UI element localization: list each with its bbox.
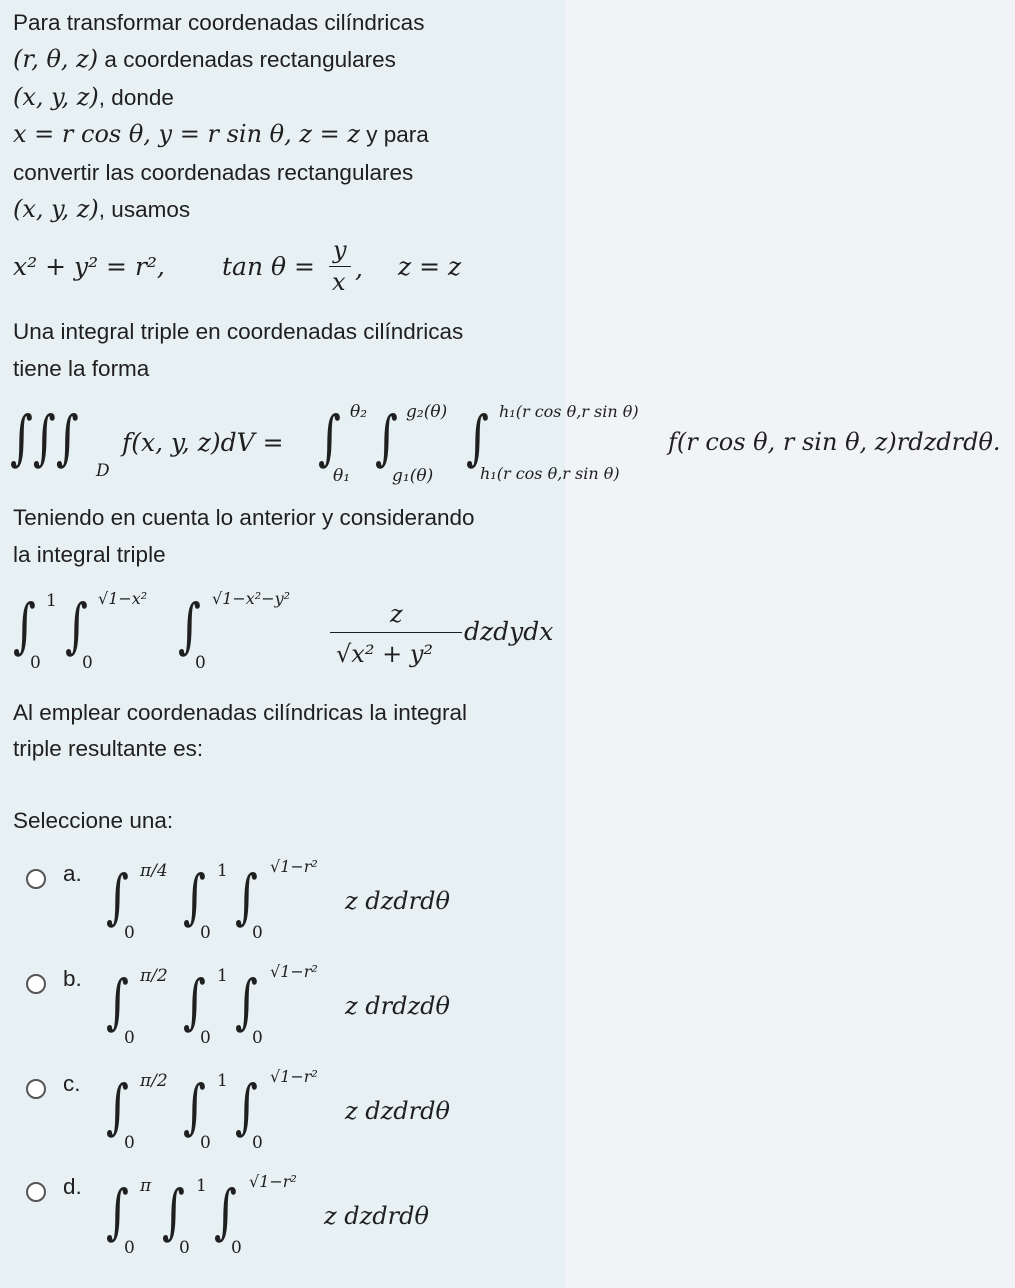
triple-intro-line-2: tiene la forma [13, 356, 150, 381]
option-b-radio[interactable] [26, 974, 46, 994]
intro-line-3 [13, 79, 174, 116]
intro-line-3-text: , donde [98, 85, 174, 110]
integral-sign-h: ∫ [466, 404, 489, 473]
given-inner-upper: √1−x²−y² [212, 589, 291, 608]
triple-intro-line-1: Una integral triple en coordenadas cilíndricas [13, 319, 464, 344]
formula-tan-fraction-bar [329, 266, 351, 267]
option-a-mid-upper: 1 [217, 861, 228, 881]
g-upper: g₂(θ) [406, 402, 448, 422]
option-c-radio[interactable] [26, 1079, 46, 1099]
intro-line-2 [13, 41, 396, 78]
option-c-integral-outer: ∫ [106, 1073, 129, 1142]
intro-line-5: convertir las coordenadas rectangulares [13, 160, 414, 185]
option-c-outer-lower: 0 [124, 1133, 135, 1153]
intro-line-6-text: , usamos [98, 197, 191, 222]
option-d-mid-lower: 0 [179, 1238, 190, 1258]
given-integral-sign-outer: ∫ [13, 592, 36, 661]
general-lhs-integrand: f(x, y, z)dV = [122, 428, 284, 457]
option-c-integral-inner: ∫ [235, 1073, 258, 1142]
option-d-outer-lower: 0 [124, 1238, 135, 1258]
option-b-inner-upper: √1−r² [270, 962, 318, 981]
g-lower: g₁(θ) [392, 466, 434, 486]
given-inner-lower: 0 [195, 653, 206, 673]
integral-sign-g: ∫ [375, 404, 398, 473]
option-d-letter: d. [63, 1174, 82, 1199]
formula-tan-comma: , [355, 254, 363, 283]
option-a-mid-lower: 0 [200, 923, 211, 943]
formula-tan-numerator: y [333, 236, 347, 264]
option-d-inner-upper: √1−r² [249, 1172, 297, 1191]
intro-line-4 [13, 116, 429, 153]
option-b-mid-upper: 1 [217, 966, 228, 986]
intro-line-4-text: y para [360, 122, 429, 147]
given-integral-sign-mid: ∫ [65, 592, 88, 661]
select-label: Seleccione una: [13, 808, 174, 833]
option-a-inner-lower: 0 [252, 923, 263, 943]
theta-lower: θ₁ [333, 466, 351, 486]
formula-tan-denominator: x [332, 268, 346, 296]
given-integral-sign-inner: ∫ [178, 592, 201, 661]
considering-line-1: Teniendo en cuenta lo anterior y considerando [13, 505, 475, 530]
option-a-outer-lower: 0 [124, 923, 135, 943]
option-d-mid-upper: 1 [196, 1176, 207, 1196]
option-d[interactable] [0, 1170, 565, 1270]
theta-upper: θ₂ [350, 402, 368, 422]
formula-r-squared: x² + y² = r², [13, 252, 165, 281]
given-numerator: z [390, 600, 403, 628]
intro-line-2-text: a coordenadas rectangulares [98, 47, 396, 72]
given-denominator: √x² + y² [336, 640, 433, 668]
option-a-integral-inner: ∫ [235, 863, 258, 932]
option-b-integrand: z drdzdθ [345, 992, 450, 1020]
option-c-integral-mid: ∫ [183, 1073, 206, 1142]
option-c-inner-lower: 0 [252, 1133, 263, 1153]
option-d-inner-lower: 0 [231, 1238, 242, 1258]
cyl-coords-math: (r, θ, z) [13, 45, 99, 73]
formula-z: z = z [398, 252, 462, 281]
given-differentials: dzdydx [464, 617, 554, 646]
h-upper: h₁(r cos θ,r sin θ) [499, 402, 639, 421]
option-b-letter: b. [63, 966, 82, 991]
option-b-integral-mid: ∫ [183, 968, 206, 1037]
option-b-inner-lower: 0 [252, 1028, 263, 1048]
option-c-mid-upper: 1 [217, 1071, 228, 1091]
formula-tan-left: tan θ = [222, 252, 315, 281]
considering-line-2: la integral triple [13, 542, 166, 567]
general-integrand: f(r cos θ, r sin θ, z)rdzdrdθ. [668, 428, 1001, 456]
intro-line-6 [13, 191, 190, 228]
option-d-integral-outer: ∫ [106, 1178, 129, 1247]
rect-coords-math: (x, y, z) [13, 83, 99, 111]
h-lower: h₁(r cos θ,r sin θ) [480, 464, 620, 483]
rect-coords-math-2: (x, y, z) [13, 195, 99, 223]
option-a-integrand: z dzdrdθ [345, 887, 450, 915]
option-c-integrand: z dzdrdθ [345, 1097, 450, 1125]
given-outer-lower: 0 [30, 653, 41, 673]
option-b-integral-inner: ∫ [235, 968, 258, 1037]
option-d-integral-mid: ∫ [162, 1178, 185, 1247]
option-b-outer-lower: 0 [124, 1028, 135, 1048]
option-c-mid-lower: 0 [200, 1133, 211, 1153]
given-outer-upper: 1 [46, 591, 57, 611]
option-a-outer-upper: π/4 [140, 861, 168, 881]
option-b[interactable] [0, 960, 565, 1060]
option-c-inner-upper: √1−r² [270, 1067, 318, 1086]
prompt-line-2: triple resultante es: [13, 736, 204, 761]
option-b-outer-upper: π/2 [140, 966, 168, 986]
prompt-line-1: Al emplear coordenadas cilíndricas la integral [13, 700, 467, 725]
option-d-outer-upper: π [140, 1176, 152, 1196]
given-mid-upper: √1−x² [98, 589, 148, 608]
given-mid-lower: 0 [82, 653, 93, 673]
option-d-integrand: z dzdrdθ [324, 1202, 429, 1230]
option-a[interactable] [0, 855, 565, 955]
option-d-integral-inner: ∫ [214, 1178, 237, 1247]
option-c[interactable] [0, 1065, 565, 1165]
option-b-integral-outer: ∫ [106, 968, 129, 1037]
option-c-outer-upper: π/2 [140, 1071, 168, 1091]
option-a-radio[interactable] [26, 869, 46, 889]
option-a-inner-upper: √1−r² [270, 857, 318, 876]
option-a-integral-outer: ∫ [106, 863, 129, 932]
option-a-integral-mid: ∫ [183, 863, 206, 932]
region-d: D [96, 461, 110, 481]
transform-equations-math: x = r cos θ, y = r sin θ, z = z [13, 120, 361, 148]
integral-sign-theta: ∫ [318, 404, 341, 473]
option-b-mid-lower: 0 [200, 1028, 211, 1048]
given-fraction-bar [330, 632, 462, 633]
option-c-letter: c. [63, 1071, 81, 1096]
option-a-letter: a. [63, 861, 82, 886]
option-d-radio[interactable] [26, 1182, 46, 1202]
intro-line-1: Para transformar coordenadas cilíndricas [13, 10, 425, 35]
integral-sign-1: ∫∫∫ [10, 404, 79, 473]
